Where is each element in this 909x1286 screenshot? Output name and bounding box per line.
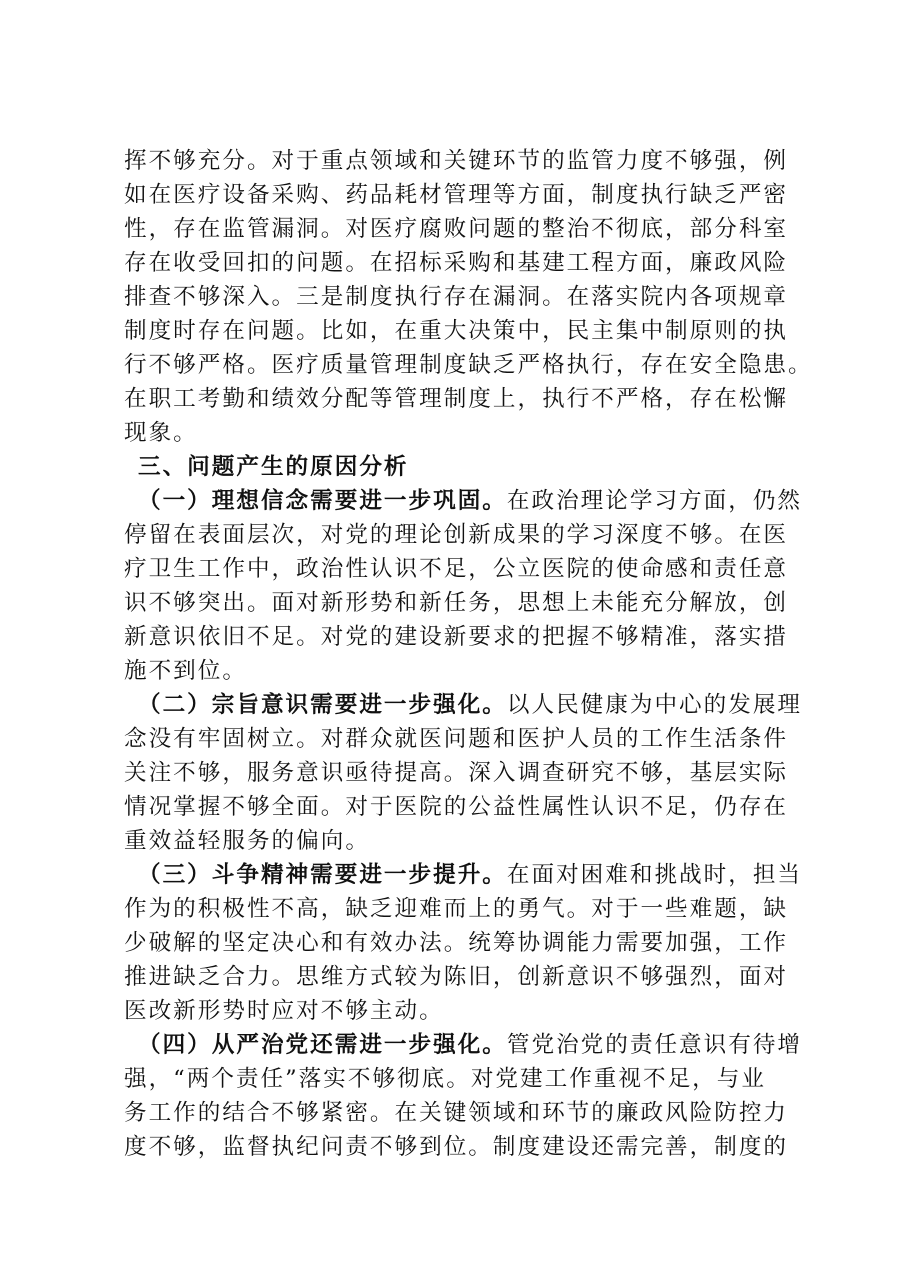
intro-line: 存在收受回扣的问题。在招标采购和基建工程方面，廉政风险 [124, 250, 789, 276]
paragraph-line: 务工作的结合不够紧密。在关键领域和环节的廉政风险防控力 [124, 1100, 789, 1126]
intro-line: 行不够严格。医疗质量管理制度缺乏严格执行，存在安全隐患。 [124, 352, 813, 378]
paragraph-heading: （三）斗争精神需要进一步提升。 [138, 862, 507, 888]
paragraph-heading: （二）宗旨意识需要进一步强化。 [138, 692, 507, 718]
paragraph-heading: （四）从严治党还需进一步强化。 [138, 1032, 507, 1058]
paragraph-text: 在面对困难和挑战时，担当 [506, 862, 803, 888]
paragraph-text: 管党治党的责任意识有待增 [506, 1032, 803, 1058]
paragraph-first-line [124, 1028, 824, 1062]
paragraph-heading: （一）理想信念需要进一步巩固。 [138, 488, 507, 514]
paragraph-line: 新意识依旧不足。对党的建设新要求的把握不够精准，落实措 [124, 624, 789, 650]
intro-line: 如在医疗设备采购、药品耗材管理等方面，制度执行缺乏严密 [124, 182, 789, 208]
section-title: 三、问题产生的原因分析 [138, 454, 409, 480]
paragraph-line: 少破解的坚定决心和有效办法。统筹协调能力需要加强，工作 [124, 930, 789, 956]
paragraph-line: 施不到位。 [124, 658, 247, 684]
intro-line: 制度时存在问题。比如，在重大决策中，民主集中制原则的执 [124, 318, 789, 344]
intro-line: 现象。 [124, 420, 198, 446]
paragraph-line: 念没有牢固树立。对群众就医问题和医护人员的工作生活条件 [124, 726, 789, 752]
paragraph-line: 医改新形势时应对不够主动。 [124, 998, 444, 1024]
paragraph-line: 停留在表面层次，对党的理论创新成果的学习深度不够。在医 [124, 522, 789, 548]
paragraph-first-line [124, 688, 824, 722]
paragraph-text: 在政治理论学习方面，仍然 [506, 488, 803, 514]
paragraph-2 [124, 688, 824, 858]
paragraph-3 [124, 858, 824, 1028]
paragraph-line: 强，“两个责任”落实不够彻底。对党建工作重视不足，与业 [124, 1066, 766, 1092]
intro-line: 在职工考勤和绩效分配等管理制度上，执行不严格，存在松懈 [124, 386, 789, 412]
paragraph-line: 重效益轻服务的偏向。 [124, 828, 370, 854]
paragraph-line: 度不够，监督执纪问责不够到位。制度建设还需完善，制度的 [124, 1134, 789, 1160]
paragraph-text: 以人民健康为中心的发展理 [506, 692, 803, 718]
paragraph-line: 推进缺乏合力。思维方式较为陈旧，创新意识不够强烈，面对 [124, 964, 789, 990]
paragraph-line: 作为的积极性不高，缺乏迎难而上的勇气。对于一些难题，缺 [124, 896, 789, 922]
paragraph-first-line [124, 484, 824, 518]
paragraph-line: 关注不够，服务意识亟待提高。深入调查研究不够，基层实际 [124, 760, 789, 786]
intro-line: 排查不够深入。三是制度执行存在漏洞。在落实院内各项规章 [124, 284, 789, 310]
paragraph-first-line [124, 858, 824, 892]
intro-line: 挥不够充分。对于重点领域和关键环节的监管力度不够强，例 [124, 148, 789, 174]
paragraph-line: 疗卫生工作中，政治性认识不足，公立医院的使命感和责任意 [124, 556, 789, 582]
paragraph-line: 情况掌握不够全面。对于医院的公益性属性认识不足，仍存在 [124, 794, 789, 820]
paragraph-line: 识不够突出。面对新形势和新任务，思想上未能充分解放，创 [124, 590, 789, 616]
paragraph-1 [124, 484, 824, 688]
document-body [124, 144, 824, 1164]
intro-line: 性，存在监管漏洞。对医疗腐败问题的整治不彻底，部分科室 [124, 216, 789, 242]
paragraph-4 [124, 1028, 824, 1164]
